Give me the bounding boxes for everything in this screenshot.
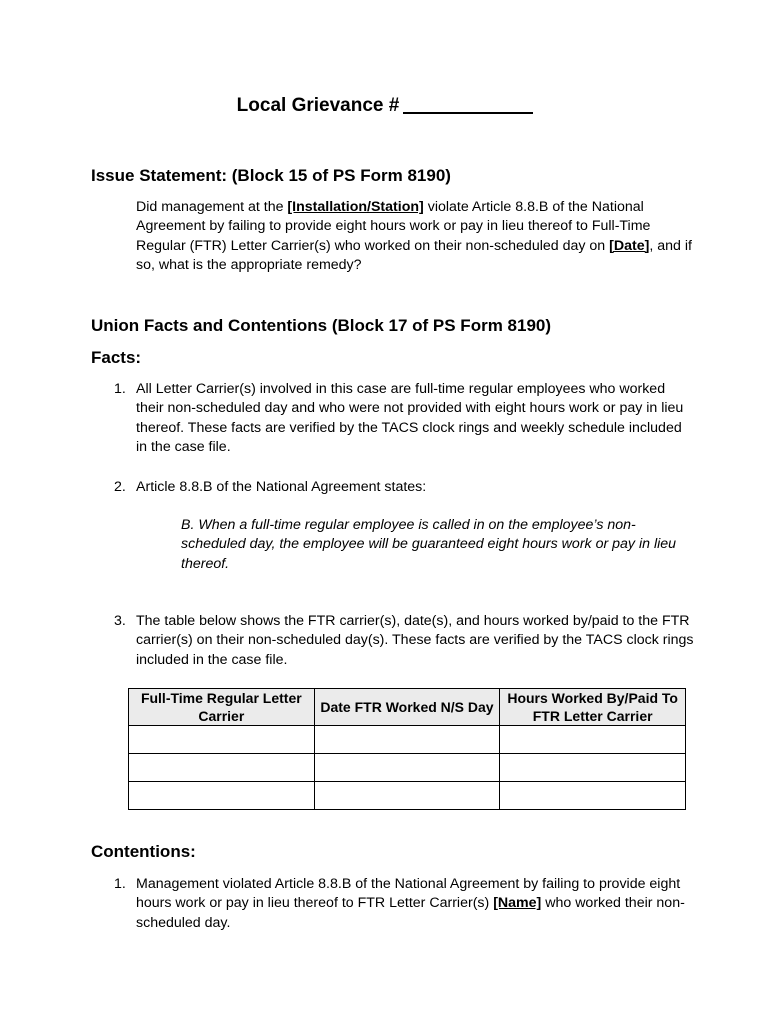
table-cell[interactable]	[314, 782, 500, 810]
table-cell[interactable]	[129, 726, 315, 754]
ftr-hours-table	[128, 688, 686, 810]
table-cell[interactable]	[500, 726, 686, 754]
table-cell[interactable]	[129, 754, 315, 782]
union-facts-heading: Union Facts and Contentions (Block 17 of PS Form 8190)	[91, 316, 552, 335]
table-cell[interactable]	[500, 754, 686, 782]
grievance-title	[0, 94, 770, 117]
issue-text-part1: Did management at the	[136, 199, 288, 215]
issue-text-part2: violate Article 8.8.B of the National Agreement by failing to provide eight hours work or pay in lieu thereof to Full-Time Regular (FTR) Letter Carrier(s) who worked on their non-scheduled day on	[136, 199, 651, 254]
fact-1-text: All Letter Carrier(s) involved in this case are full-time regular employees who worked their non-scheduled day and who were not provided with eight hours work or pay in lieu thereof. These facts are verified by the TACS clock rings and weekly schedule included in the case file.	[136, 381, 684, 455]
table-row	[129, 782, 686, 810]
contention-1-text	[136, 875, 696, 933]
issue-text-part3: , and if so, what is the appropriate remedy?	[136, 237, 692, 273]
table-cell[interactable]	[500, 782, 686, 810]
fact-2-number: 2.	[114, 479, 126, 495]
table-header-row	[129, 689, 686, 726]
grievance-title-text: Local Grievance #	[236, 95, 400, 116]
table-row	[129, 726, 686, 754]
issue-statement-text	[136, 198, 696, 275]
col-header-date: Date FTR Worked N/S Day	[314, 689, 500, 726]
contentions-heading: Contentions:	[91, 842, 196, 861]
grievance-number-blank[interactable]	[403, 94, 533, 114]
contention-1-number: 1.	[114, 876, 126, 892]
facts-subheading: Facts:	[91, 348, 142, 367]
article-quote: B. When a full-time regular employee is called in on the employee’s non-scheduled day, the employee will be guaranteed eight hours work or pay in lieu thereof.	[181, 517, 677, 572]
fact-1-number: 1.	[114, 381, 126, 397]
contention-text-part1: Management violated Article 8.8.B of the National Agreement by failing to provide eight hours work or pay in lieu thereof to FTR Letter Carrier(s)	[136, 876, 681, 912]
fact-3-text: The table below shows the FTR carrier(s), date(s), and hours worked by/paid to the FTR carrier(s) on their non-scheduled day(s). These facts are verified by the TACS clock rings included in the case file.	[136, 613, 694, 668]
col-header-carrier: Full-Time Regular Letter Carrier	[129, 689, 315, 726]
table-row	[129, 754, 686, 782]
date-field[interactable]: [Date]	[609, 237, 650, 254]
table-cell[interactable]	[129, 782, 315, 810]
installation-field[interactable]: [Installation/Station]	[287, 199, 424, 215]
fact-2-text: Article 8.8.B of the National Agreement states:	[136, 479, 427, 495]
name-field[interactable]: [Name]	[493, 895, 542, 912]
col-header-hours: Hours Worked By/Paid To FTR Letter Carrier	[500, 689, 686, 726]
contention-text-part2: who worked their non-scheduled day.	[136, 895, 685, 931]
table-cell[interactable]	[314, 726, 500, 754]
issue-statement-heading: Issue Statement: (Block 15 of PS Form 8190)	[91, 166, 451, 185]
fact-3-number: 3.	[114, 613, 126, 629]
table-cell[interactable]	[314, 754, 500, 782]
